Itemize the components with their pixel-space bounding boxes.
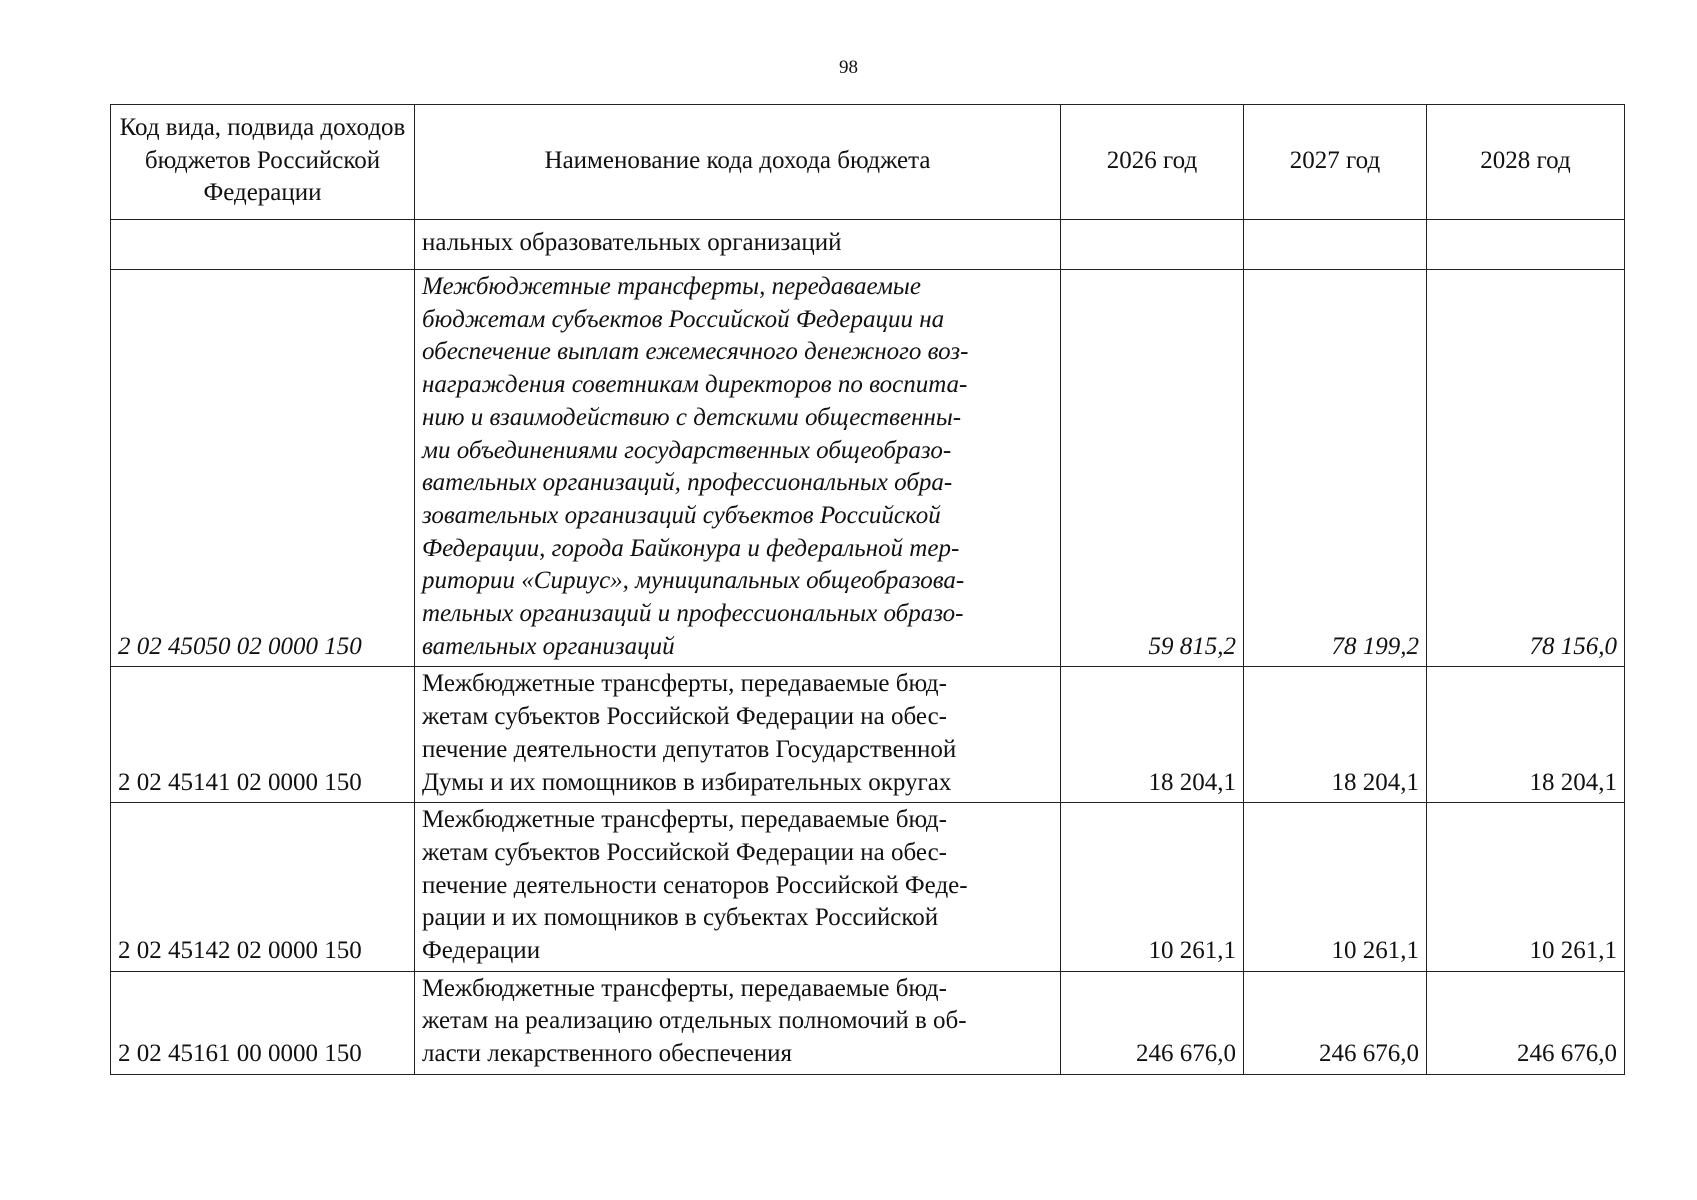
name-line: нию и взаимодействию с детскими общественны- xyxy=(422,403,962,431)
row-code: 2 02 45141 02 0000 150 xyxy=(111,667,415,803)
name-line: Федерации xyxy=(422,937,541,965)
value-2026: 10 261,1 xyxy=(1061,803,1244,972)
name-line: обеспечение выплат ежемесячного денежного воз- xyxy=(422,338,969,366)
header-2028: 2028 год xyxy=(1427,105,1625,220)
row-name xyxy=(415,803,1061,972)
value-2028: 246 676,0 xyxy=(1427,971,1625,1074)
table-row xyxy=(111,667,1625,803)
row-code: 2 02 45161 00 0000 150 xyxy=(111,971,415,1074)
header-2026: 2026 год xyxy=(1061,105,1244,220)
name-line: Межбюджетные трансферты, передаваемые бюд- xyxy=(422,806,947,834)
name-line: жетам субъектов Российской Федерации на обес- xyxy=(422,838,947,866)
value-2028: 10 261,1 xyxy=(1427,803,1625,972)
name-line: зовательных организаций субъектов Российской xyxy=(422,501,941,529)
budget-revenue-table xyxy=(110,104,1625,1075)
name-line: бюджетам субъектов Российской Федерации на xyxy=(422,305,945,333)
row-code xyxy=(111,220,415,270)
table-row xyxy=(111,971,1625,1074)
value-2026: 59 815,2 xyxy=(1061,270,1244,667)
row-name xyxy=(415,220,1061,270)
name-line: печение деятельности сенаторов Российской Феде- xyxy=(422,871,968,899)
header-row xyxy=(111,105,1625,220)
name-line: Межбюджетные трансферты, передаваемые бюд- xyxy=(422,670,947,698)
header-name: Наименование кода дохода бюджета xyxy=(415,105,1061,220)
name-line: Межбюджетные трансферты, передаваемые xyxy=(422,273,921,300)
value-2028: 18 204,1 xyxy=(1427,667,1625,803)
value-2027 xyxy=(1244,220,1427,270)
value-2027: 246 676,0 xyxy=(1244,971,1427,1074)
value-2028 xyxy=(1427,220,1625,270)
name-line: вательных организаций xyxy=(422,632,675,660)
table-row xyxy=(111,270,1625,667)
name-line: Думы и их помощников в избирательных округах xyxy=(422,768,952,796)
name-line: жетам субъектов Российской Федерации на обес- xyxy=(422,703,947,731)
value-2028: 78 156,0 xyxy=(1427,270,1625,667)
row-code: 2 02 45142 02 0000 150 xyxy=(111,803,415,972)
name-line: печение деятельности депутатов Государственной xyxy=(422,735,957,763)
value-2026 xyxy=(1061,220,1244,270)
table-row xyxy=(111,803,1625,972)
name-line: тельных организаций и профессиональных образо- xyxy=(422,600,964,628)
name-line: ми объединениями государственных общеобразо- xyxy=(422,436,952,464)
value-2026: 246 676,0 xyxy=(1061,971,1244,1074)
name-line: награждения советникам директоров по воспита- xyxy=(422,371,968,399)
header-code: Код вида, подвида доходов бюджетов Российской Федерации xyxy=(111,105,415,220)
table-row xyxy=(111,220,1625,270)
row-code: 2 02 45050 02 0000 150 xyxy=(111,270,415,667)
header-2027: 2027 год xyxy=(1244,105,1427,220)
name-line: рации и их помощников в субъектах Российской xyxy=(422,904,939,932)
name-line: жетам на реализацию отдельных полномочий в об- xyxy=(422,1007,967,1035)
name-line: ласти лекарственного обеспечения xyxy=(422,1040,793,1068)
row-name xyxy=(415,270,1061,667)
page-number: 98 xyxy=(839,57,858,78)
value-2026: 18 204,1 xyxy=(1061,667,1244,803)
name-line: вательных организаций, профессиональных обра- xyxy=(422,469,953,497)
value-2027: 10 261,1 xyxy=(1244,803,1427,972)
row-name xyxy=(415,971,1061,1074)
value-2027: 18 204,1 xyxy=(1244,667,1427,803)
name-line: Федерации, города Байконура и федеральной тер- xyxy=(422,534,960,562)
name-line: Межбюджетные трансферты, передаваемые бюд- xyxy=(422,974,947,1002)
name-line: нальных образовательных организаций xyxy=(422,229,842,257)
name-line: ритории «Сириус», муниципальных общеобразова- xyxy=(422,567,965,595)
row-name xyxy=(415,667,1061,803)
value-2027: 78 199,2 xyxy=(1244,270,1427,667)
